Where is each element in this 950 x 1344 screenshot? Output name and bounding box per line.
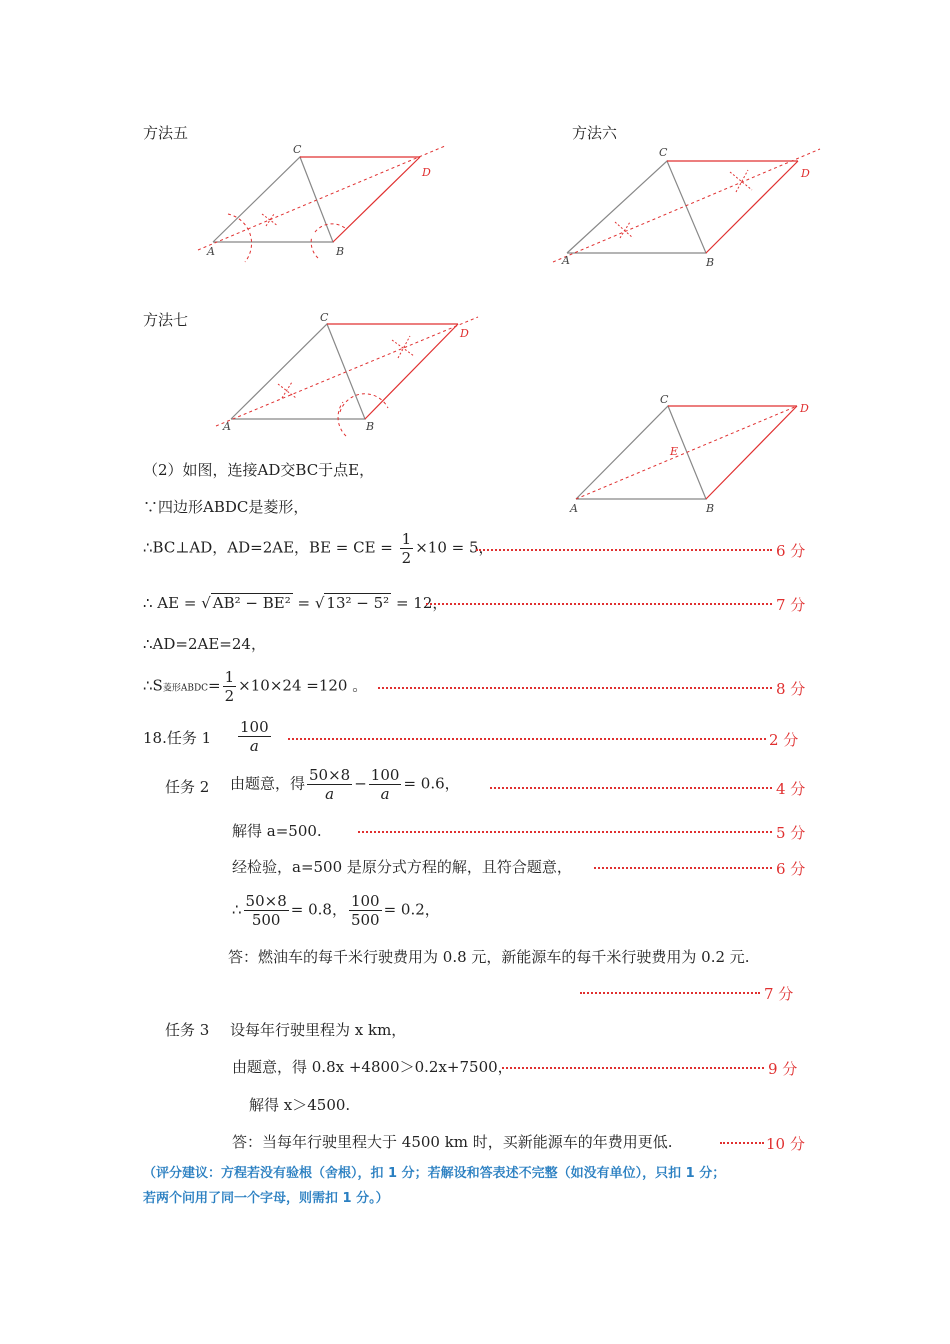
p2-point-b: B: [706, 502, 715, 515]
m5-point-a: A: [207, 245, 215, 258]
figure-method-five: [198, 143, 445, 262]
task2-equation: 由题意，得 $\frac{50\times 8}{a}$ − $\frac{100}{a}$ = 0.6，: [230, 766, 460, 803]
part2-line6: ∴S菱形ABDC= $\frac{1}{2}$ ×10×24 =120 。: [143, 668, 368, 705]
score-10: 10 分: [766, 1135, 805, 1153]
p2-point-d: D: [800, 402, 809, 415]
m6-point-c: C: [659, 146, 668, 159]
part2-line5: ∴AD=2AE=24，: [143, 635, 266, 653]
m7-point-d: D: [460, 327, 469, 340]
m5-point-c: C: [293, 143, 302, 156]
m7-point-a: A: [223, 420, 231, 433]
figure-method-six: [553, 146, 820, 269]
part2-line4: ∴ AE = √ AB² − BE² = √ 13² − 5² = 12，: [143, 594, 448, 612]
dots-6b: [594, 867, 772, 869]
dots-9: [502, 1067, 764, 1069]
dots-8: [378, 687, 772, 689]
score-5: 5 分: [776, 824, 806, 842]
m6-point-a: A: [562, 254, 570, 267]
score-6a: 6 分: [776, 542, 806, 560]
task3-solve: 解得 x＞4500.: [249, 1096, 351, 1114]
part2-line2: ∵四边形ABDC是菱形，: [143, 498, 309, 516]
figure-part-two: [569, 393, 809, 515]
p2-point-a: A: [570, 502, 578, 515]
score-9: 9 分: [768, 1060, 798, 1078]
dots-10: [720, 1142, 764, 1144]
p2-point-e: E: [670, 445, 679, 458]
part2-line1: （2）如图，连接AD交BC于点E，: [143, 461, 375, 479]
scoring-note-line2: 若两个问用了同一个字母，则需扣 1 分。）: [143, 1191, 389, 1206]
p2-point-c: C: [660, 393, 669, 406]
task3-setup: 设每年行驶里程为 x km，: [230, 1021, 407, 1039]
dots-6a: [476, 549, 772, 551]
dots-7a: [426, 603, 772, 605]
part2-line3: ∴BC⊥AD，AD=2AE，BE = CE = $\frac{1}{2}$ ×10 = 5，: [143, 530, 494, 567]
score-4: 4 分: [776, 780, 806, 798]
q18-task1-answer: $\frac{100}{a}$: [240, 718, 269, 755]
construction-figures: [0, 0, 950, 540]
scoring-note-line1: （评分建议：方程若没有验根（舍根），扣 1 分；若解设和答表述不完整（如没有单位），只扣 1 分；: [143, 1166, 726, 1181]
score-6b: 6 分: [776, 860, 806, 878]
score-2: 2 分: [769, 731, 799, 749]
dots-2: [288, 738, 766, 740]
dots-4: [490, 787, 772, 789]
task2-check: 经检验，a=500 是原分式方程的解，且符合题意，: [232, 858, 572, 876]
dots-7b: [580, 992, 760, 994]
method-six-label: 方法六: [572, 124, 618, 142]
m5-point-b: B: [336, 245, 345, 258]
task2-results: ∴ $\frac{50\times 8}{500}$ = 0.8， $\frac{100}{500}$ = 0.2，: [232, 892, 440, 929]
task3-label: 任务 3: [165, 1021, 210, 1039]
dots-5: [358, 831, 772, 833]
task2-solve: 解得 a=500.: [232, 822, 322, 840]
task2-answer: 答：燃油车的每千米行驶费用为 0.8 元，新能源车的每千米行驶费用为 0.2 元.: [228, 948, 750, 966]
q18-label: 18.任务 1: [143, 729, 212, 747]
score-7a: 7 分: [776, 596, 806, 614]
figure-method-seven: [216, 311, 478, 436]
method-seven-label: 方法七: [143, 311, 189, 329]
m5-point-d: D: [422, 166, 431, 179]
m7-point-b: B: [366, 420, 375, 433]
m6-point-b: B: [706, 256, 715, 269]
task3-answer: 答：当每年行驶里程大于 4500 km 时，买新能源车的年费用更低.: [232, 1133, 673, 1151]
m7-point-c: C: [320, 311, 329, 324]
m6-point-d: D: [801, 167, 810, 180]
score-8: 8 分: [776, 680, 806, 698]
task2-label: 任务 2: [165, 778, 210, 796]
score-7b: 7 分: [764, 985, 794, 1003]
method-five-label: 方法五: [143, 124, 189, 142]
task3-inequality: 由题意，得 0.8x +4800＞0.2x+7500，: [232, 1058, 513, 1076]
